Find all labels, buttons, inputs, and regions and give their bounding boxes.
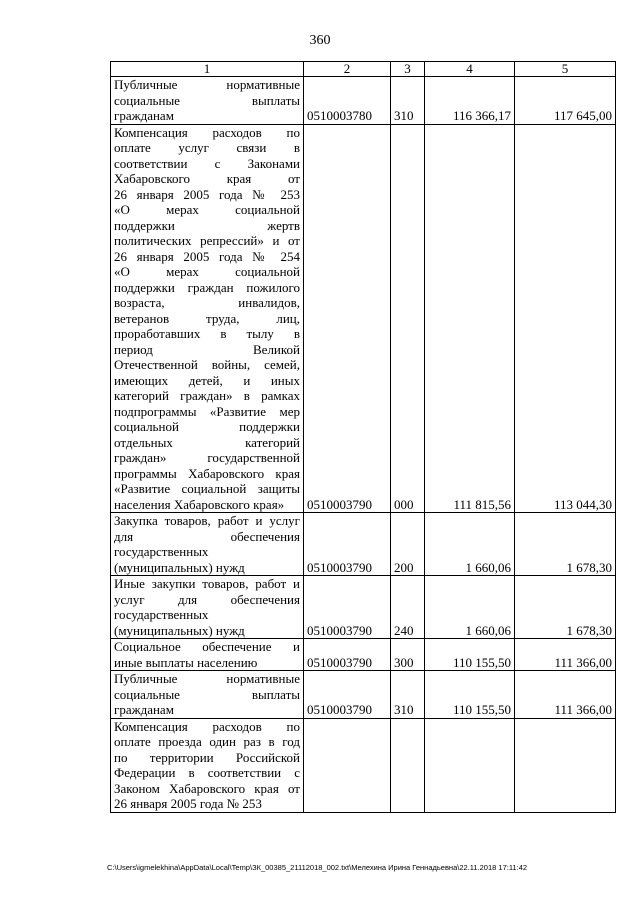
expense-name-cell	[111, 77, 304, 125]
expense-name-line: социальные выплаты	[114, 92, 300, 108]
table-header-row	[111, 62, 616, 77]
expense-name-cell	[111, 513, 304, 576]
amount-year-1: 1 660,06	[425, 576, 515, 639]
expense-name-line: Закупка товаров, работ и услуг	[114, 513, 300, 528]
expense-name-cell	[111, 718, 304, 812]
expense-name-line: отдельных категорий	[114, 434, 300, 450]
header-cell: 5	[515, 62, 616, 77]
amount-year-2: 117 645,00	[515, 77, 616, 125]
expense-name-line: гражданам	[114, 108, 174, 123]
expense-name-line: населения Хабаровского края»	[114, 496, 285, 512]
table-row	[111, 671, 616, 719]
expense-name-line: Публичные нормативные	[114, 671, 300, 686]
expense-name-line: «О мерах социальной	[114, 264, 300, 279]
expense-name-line: государственных	[114, 607, 209, 622]
expense-name-line: 26 января 2005 года № 253	[114, 186, 300, 202]
amount-year-1: 116 366,17	[425, 77, 515, 125]
expense-name-line: 26 января 2005 года № 254	[114, 248, 300, 264]
target-article-code	[304, 718, 391, 812]
amount-year-1: 110 155,50	[425, 639, 515, 671]
expense-name-line: (муниципальных) нужд	[114, 559, 245, 575]
budget-table	[110, 61, 616, 813]
expense-type-code: 310	[391, 77, 425, 125]
expense-name-line: «Развитие социальной защиты	[114, 481, 300, 496]
expense-type-code	[391, 718, 425, 812]
expense-name-line: 26 января 2005 года № 253	[114, 796, 262, 811]
expense-name-line: Социальное обеспечение и	[114, 639, 300, 654]
expense-type-code: 310	[391, 671, 425, 719]
expense-type-code: 300	[391, 639, 425, 671]
expense-name-line: граждан» государственной	[114, 450, 300, 465]
expense-name-line: Законом Хабаровского края от	[114, 780, 300, 796]
target-article-code: 0510003780	[304, 77, 391, 125]
target-article-code: 0510003790	[304, 639, 391, 671]
expense-name-cell	[111, 124, 304, 513]
expense-name-line: период Великой	[114, 341, 300, 357]
amount-year-1	[425, 718, 515, 812]
expense-name-line: подпрограммы «Развитие мер	[114, 403, 300, 419]
expense-name-line: для обеспечения	[114, 528, 300, 544]
header-cell: 2	[304, 62, 391, 77]
expense-name-line: категорий граждан» в рамках	[114, 388, 300, 403]
expense-name-line: проработавших в тылу в	[114, 326, 300, 341]
expense-name-line: Хабаровского края от	[114, 171, 300, 186]
amount-year-2: 113 044,30	[515, 124, 616, 513]
amount-year-1: 111 815,56	[425, 124, 515, 513]
expense-type-code: 200	[391, 513, 425, 576]
target-article-code: 0510003790	[304, 124, 391, 513]
amount-year-2	[515, 718, 616, 812]
expense-name-line: поддержки жертв	[114, 217, 300, 233]
expense-name-line: имеющих детей, и иных	[114, 372, 300, 388]
expense-name-line: возраста, инвалидов,	[114, 295, 300, 310]
table-row	[111, 576, 616, 639]
expense-name-line: оплате услуг связи в	[114, 140, 300, 155]
table-row	[111, 124, 616, 513]
expense-type-code: 240	[391, 576, 425, 639]
expense-name-line: Отечественной войны, семей,	[114, 357, 300, 372]
expense-name-line: по территории Российской	[114, 749, 300, 765]
expense-name-cell	[111, 671, 304, 719]
expense-name-line: социальной поддержки	[114, 419, 300, 434]
amount-year-2: 111 366,00	[515, 639, 616, 671]
amount-year-2: 111 366,00	[515, 671, 616, 719]
expense-name-line: ветеранов труда, лиц,	[114, 310, 300, 326]
expense-name-line: Публичные нормативные	[114, 77, 300, 92]
expense-name-line: Компенсация расходов по	[114, 124, 300, 140]
expense-name-line: услуг для обеспечения	[114, 591, 300, 607]
amount-year-1: 110 155,50	[425, 671, 515, 719]
expense-name-cell	[111, 639, 304, 671]
amount-year-1: 1 660,06	[425, 513, 515, 576]
expense-name-line: оплате проезда один раз в год	[114, 734, 300, 749]
target-article-code: 0510003790	[304, 513, 391, 576]
expense-name-line: Иные закупки товаров, работ и	[114, 576, 300, 591]
table-row	[111, 513, 616, 576]
expense-name-line: Компенсация расходов по	[114, 718, 300, 734]
expense-name-line: соответствии с Законами	[114, 155, 300, 171]
table-body	[111, 77, 616, 813]
expense-name-line: (муниципальных) нужд	[114, 622, 245, 638]
expense-type-code: 000	[391, 124, 425, 513]
expense-name-line: поддержки граждан пожилого	[114, 279, 300, 295]
expense-name-cell	[111, 576, 304, 639]
amount-year-2: 1 678,30	[515, 576, 616, 639]
file-path-footer: C:\Users\igmelekhina\AppData\Local\Temp\ЗК_00385_21112018_002.txt\Мелехина Ирина Геннадьевна\22.11.2018 17:11:42	[107, 863, 528, 872]
header-cell: 4	[425, 62, 515, 77]
expense-name-line: программы Хабаровского края	[114, 465, 300, 481]
expense-name-line: Федерации в соответствии с	[114, 765, 300, 780]
amount-year-2: 1 678,30	[515, 513, 616, 576]
expense-name-line: «О мерах социальной	[114, 202, 300, 217]
table-row	[111, 639, 616, 671]
expense-name-line: социальные выплаты	[114, 686, 300, 702]
expense-name-line: гражданам	[114, 702, 174, 717]
header-cell: 1	[111, 62, 304, 77]
page-number: 360	[309, 33, 331, 48]
expense-name-line: государственных	[114, 544, 209, 559]
table-row	[111, 718, 616, 812]
target-article-code: 0510003790	[304, 671, 391, 719]
expense-name-line: иные выплаты населению	[114, 654, 258, 670]
target-article-code: 0510003790	[304, 576, 391, 639]
expense-name-line: политических репрессий» и от	[114, 233, 300, 248]
header-cell: 3	[391, 62, 425, 77]
table-row	[111, 77, 616, 125]
